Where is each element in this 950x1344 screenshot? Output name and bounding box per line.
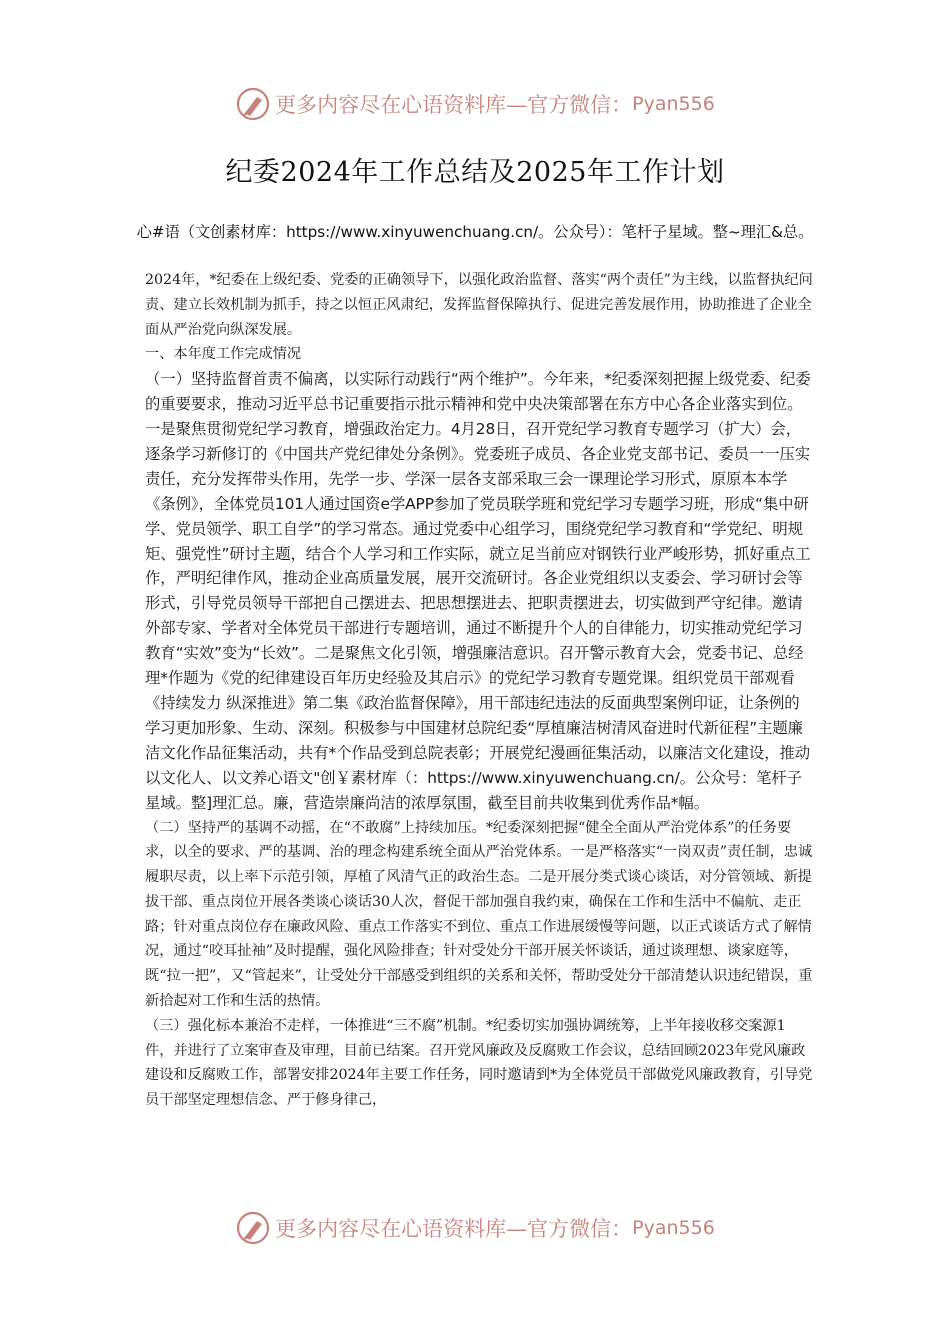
document-title: 纪委2024年工作总结及2025年工作计划	[225, 157, 725, 188]
section-heading: 一、本年度工作完成情况	[145, 346, 302, 363]
banner-wechat-id: Pyan556	[632, 93, 715, 115]
document-body	[145, 268, 813, 1113]
body-paragraph: （一）坚持监督首责不偏离，以实际行动践行“两个维护”。今年来，*纪委深刻把握上级党委、纪委的重要要求，推动习近平总书记重要指示批示精神和党中央决策部署在东方中心各企业落实到位。一是聚焦贯彻党纪学习教育，增强政治定力。4月28日，召开党纪学习教育专题学习（扩大）会，逐条学习新修订的《中国共产党纪律处分条例》。党委班子成员、各企业党支部书记、委员一一压实责任，充分发挥带头作用，先学一步、学深一层各支部采取三会一课理论学习形式，原原本本学《条例》，全体党员101人通过国资e学APP参加了党员联学班和党纪学习专题学习班，形成“集中研学、党员领学、职工自学”的学习常态。通过党委中心组学习，围绕党纪学习教育和“学党纪、明规矩、强党性”研讨主题，结合个人学习和工作实际，就立足当前应对钢铁行业严峻形势，抓好重点工作，严明纪律作风，推动企业高质量发展，展开交流研讨。各企业党组织以支委会、学习研讨会等形式，引导党员领导干部把自己摆进去、把思想摆进去、把职责摆进去，切实做到严守纪律。邀请外部专家、学者对全体党员干部进行专题培训，通过不断提升个人的自律能力，切实推动党纪学习教育“实效”变为“长效”。二是聚焦文化引领，增强廉洁意识。召开警示教育大会，党委书记、总经理*作题为《党的纪律建设百年历史经验及其启示》的党纪学习教育专题党课。组织党员干部观看《持续发力 纵深推进》第二集《政治监督保障》，用干部违纪违法的反面典型案例印证，让条例的学习更加形象、生动、深刻。积极参与中国建材总院纪委“厚植廉洁树清风奋进时代新征程”主题廉洁文化作品征集活动，共有*个作品受到总院表彰；开展党纪漫画征集活动，以廉洁文化建设，推动以文化人、以文养心语文"创￥素材库（：https://www.xinyuwenchuang.cn/。公众号：笔杆子星域。整]理汇总。廉，营造崇廉尚洁的浓厚氛围，截至目前共收集到优秀作品*幅。	[145, 370, 811, 812]
header-watermark-banner	[0, 84, 950, 124]
source-note: 心#语（文创素材库：https://www.xinyuwenchuang.cn/。公众号）：笔杆子星域。整~理汇&总。	[136, 223, 814, 241]
body-paragraph: （二）坚持严的基调不动摇，在“不敢腐”上持续加压。*纪委深刻把握“健全全面从严治党体系”的任务要求，以全的要求、严的基调、治的理念构建系统全面从严治党体系。一是严格落实“一岗双责”责任制，忠诚履职尽责，以上率下示范引领，厚植了风清气正的政治生态。二是开展分类式谈心谈话，对分管领域、新提拔干部、重点岗位开展各类谈心谈话30人次，督促干部加强自我约束，确保在工作和生活中不偏航、走正路；针对重点岗位存在廉政风险、重点工作落实不到位、重点工作进展缓慢等问题，以正式谈话方式了解情况，通过“咬耳扯袖”及时提醒，强化风险排查；针对受处分干部开展关怀谈话，通过谈理想、谈家庭等，既“拉一把”，又“管起来”，让受处分干部感受到组织的关系和关怀，帮助受处分干部清楚认识违纪错误，重新拾起对工作和生活的热情。	[145, 819, 813, 1010]
banner-wechat-id: Pyan556	[632, 1217, 715, 1239]
pen-nib-logo-icon	[235, 86, 271, 122]
banner-text: 更多内容尽在心语资料库—官方微信：	[275, 1217, 633, 1241]
body-paragraph: （三）强化标本兼治不走样，一体推进“三不腐”机制。*纪委切实加强协调统筹，上半年接收移交案源1件，并进行了立案审查及审理，目前已结案。召开党风廉政及反腐败工作会议，总结回顾2023年党风廉政建设和反腐败工作，部署安排2024年主要工作任务，同时邀请到*为全体党员干部做党风廉政教育，引导党员干部坚定理想信念、严于修身律己，	[145, 1017, 813, 1109]
banner-text: 更多内容尽在心语资料库—官方微信：	[275, 93, 633, 117]
footer-watermark-banner	[0, 1208, 950, 1248]
intro-paragraph: 2024年，*纪委在上级纪委、党委的正确领导下，以强化政治监督、落实“两个责任”为主线，以监督执纪问责、建立长效机制为抓手，持之以恒正风肃纪，发挥监督保障执行、促进完善发展作用，协助推进了企业全面从严治党向纵深发展。	[145, 272, 813, 338]
pen-nib-logo-icon	[235, 1210, 271, 1246]
